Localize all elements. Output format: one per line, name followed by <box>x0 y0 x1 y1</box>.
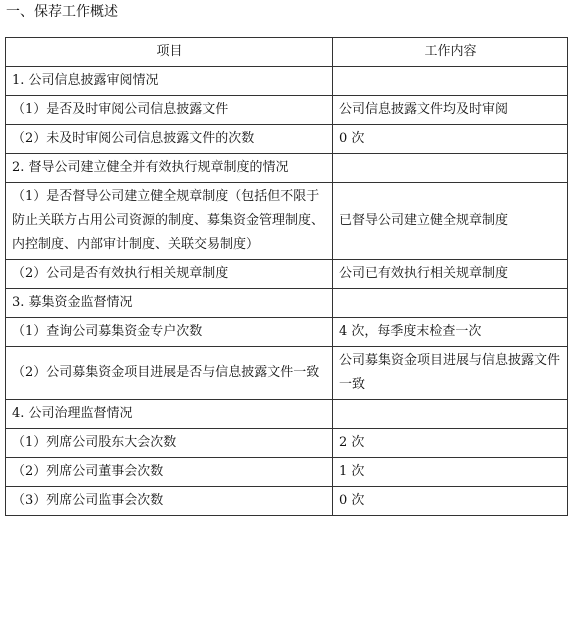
table-row <box>6 458 568 487</box>
row-content: 公司募集资金项目进展与信息披露文件一致 <box>333 347 568 400</box>
row-item: （1）列席公司股东大会次数 <box>6 429 333 458</box>
table-row <box>6 96 568 125</box>
row-item: 1. 公司信息披露审阅情况 <box>6 67 333 96</box>
row-item: 2. 督导公司建立健全并有效执行规章制度的情况 <box>6 154 333 183</box>
row-item: 3. 募集资金监督情况 <box>6 289 333 318</box>
row-content: 1 次 <box>333 458 568 487</box>
row-content: 4 次，每季度末检查一次 <box>333 318 568 347</box>
row-content <box>333 289 568 318</box>
row-item: （2）公司募集资金项目进展是否与信息披露文件一致 <box>6 347 333 400</box>
header-item: 项目 <box>6 38 333 67</box>
table-row <box>6 289 568 318</box>
row-item: （1）是否督导公司建立健全规章制度（包括但不限于防止关联方占用公司资源的制度、募集资金管理制度、内控制度、内部审计制度、关联交易制度） <box>6 183 333 260</box>
row-item: （1）是否及时审阅公司信息披露文件 <box>6 96 333 125</box>
table-row <box>6 154 568 183</box>
row-item: （2）未及时审阅公司信息披露文件的次数 <box>6 125 333 154</box>
supervision-table <box>5 37 568 516</box>
table-row <box>6 400 568 429</box>
row-content: 公司已有效执行相关规章制度 <box>333 260 568 289</box>
row-content <box>333 67 568 96</box>
table-header-row <box>6 38 568 67</box>
row-item: （2）公司是否有效执行相关规章制度 <box>6 260 333 289</box>
row-content: 0 次 <box>333 487 568 516</box>
row-content: 2 次 <box>333 429 568 458</box>
table-row <box>6 318 568 347</box>
table-row <box>6 67 568 96</box>
row-item: （1）查询公司募集资金专户次数 <box>6 318 333 347</box>
table-row <box>6 125 568 154</box>
row-content <box>333 400 568 429</box>
table-row <box>6 260 568 289</box>
table-row <box>6 347 568 400</box>
table-row <box>6 429 568 458</box>
row-item: （2）列席公司董事会次数 <box>6 458 333 487</box>
row-item: 4. 公司治理监督情况 <box>6 400 333 429</box>
table-row <box>6 183 568 260</box>
row-item: （3）列席公司监事会次数 <box>6 487 333 516</box>
section-heading: 一、保荐工作概述 <box>6 4 118 20</box>
row-content: 公司信息披露文件均及时审阅 <box>333 96 568 125</box>
header-content: 工作内容 <box>333 38 568 67</box>
row-content <box>333 154 568 183</box>
table-row <box>6 487 568 516</box>
row-content: 已督导公司建立健全规章制度 <box>333 183 568 260</box>
row-content: 0 次 <box>333 125 568 154</box>
